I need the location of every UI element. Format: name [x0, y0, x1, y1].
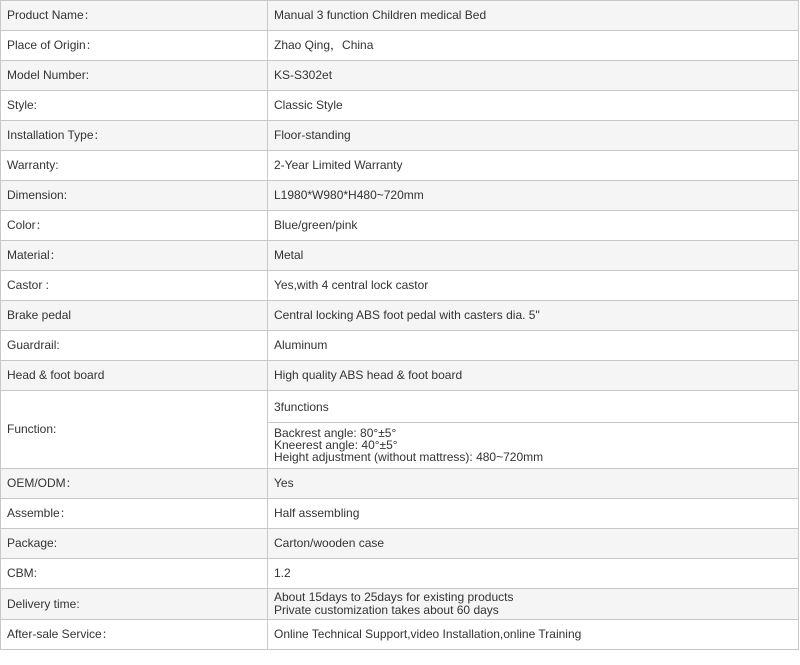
- spec-label: Function:: [1, 391, 268, 469]
- function-details: [268, 423, 798, 466]
- spec-label: Guardrail:: [1, 331, 268, 361]
- spec-row-castor: [1, 271, 799, 301]
- spec-row-oem-odm: [1, 469, 799, 499]
- spec-value-delivery: [268, 589, 799, 620]
- spec-value: Zhao Qing，China: [268, 31, 799, 61]
- spec-value: Classic Style: [268, 91, 799, 121]
- spec-value: Carton/wooden case: [268, 529, 799, 559]
- spec-value-function: [268, 391, 799, 469]
- spec-value: Blue/green/pink: [268, 211, 799, 241]
- spec-row-dimension: [1, 181, 799, 211]
- spec-row-style: [1, 91, 799, 121]
- spec-value: Metal: [268, 241, 799, 271]
- spec-value: High quality ABS head & foot board: [268, 361, 799, 391]
- spec-value: Aluminum: [268, 331, 799, 361]
- spec-value: Yes: [268, 469, 799, 499]
- spec-label: Color：: [1, 211, 268, 241]
- spec-row-assemble: [1, 499, 799, 529]
- spec-row-function: [1, 391, 799, 469]
- function-detail-line: Kneerest angle: 40°±5°: [274, 437, 398, 452]
- delivery-line: About 15days to 25days for existing products: [274, 590, 514, 604]
- spec-label: Package:: [1, 529, 268, 559]
- spec-row-installation-type: [1, 121, 799, 151]
- spec-value: L1980*W980*H480~720mm: [268, 181, 799, 211]
- spec-value: Half assembling: [268, 499, 799, 529]
- spec-label: OEM/ODM：: [1, 469, 268, 499]
- spec-value: Online Technical Support,video Installation,online Training: [268, 620, 799, 650]
- spec-table-body: [1, 1, 799, 650]
- spec-label: Product Name：: [1, 1, 268, 31]
- spec-label: Castor :: [1, 271, 268, 301]
- spec-label: After-sale Service：: [1, 620, 268, 650]
- spec-value: Yes,with 4 central lock castor: [268, 271, 799, 301]
- spec-label: Warranty:: [1, 151, 268, 181]
- spec-label: Installation Type：: [1, 121, 268, 151]
- spec-label: Style:: [1, 91, 268, 121]
- spec-value: KS-S302et: [268, 61, 799, 91]
- spec-label: Delivery time:: [1, 589, 268, 620]
- spec-label: Model Number:: [1, 61, 268, 91]
- spec-value: 1.2: [268, 559, 799, 589]
- spec-row-guardrail: [1, 331, 799, 361]
- function-detail-line: Backrest angle: 80°±5°: [274, 425, 397, 440]
- function-detail-line: Height adjustment (without mattress): 480~720mm: [274, 449, 544, 464]
- delivery-line: Private customization takes about 60 days: [274, 603, 499, 617]
- spec-label: CBM:: [1, 559, 268, 589]
- spec-value: Floor-standing: [268, 121, 799, 151]
- spec-row-color: [1, 211, 799, 241]
- spec-label: Brake pedal: [1, 301, 268, 331]
- spec-row-brake-pedal: [1, 301, 799, 331]
- spec-label: Place of Origin：: [1, 31, 268, 61]
- spec-value: 2-Year Limited Warranty: [268, 151, 799, 181]
- spec-row-head-foot-board: [1, 361, 799, 391]
- function-summary: 3functions: [268, 394, 798, 423]
- spec-row-package: [1, 529, 799, 559]
- spec-row-model-number: [1, 61, 799, 91]
- spec-row-after-sale-service: [1, 620, 799, 650]
- spec-row-cbm: [1, 559, 799, 589]
- spec-label: Material：: [1, 241, 268, 271]
- spec-label: Head & foot board: [1, 361, 268, 391]
- spec-label: Assemble：: [1, 499, 268, 529]
- spec-value: Central locking ABS foot pedal with casters dia. 5": [268, 301, 799, 331]
- spec-row-delivery-time: [1, 589, 799, 620]
- spec-row-product-name: [1, 1, 799, 31]
- spec-row-warranty: [1, 151, 799, 181]
- spec-label: Dimension:: [1, 181, 268, 211]
- spec-value: Manual 3 function Children medical Bed: [268, 1, 799, 31]
- spec-row-place-of-origin: [1, 31, 799, 61]
- spec-row-material: [1, 241, 799, 271]
